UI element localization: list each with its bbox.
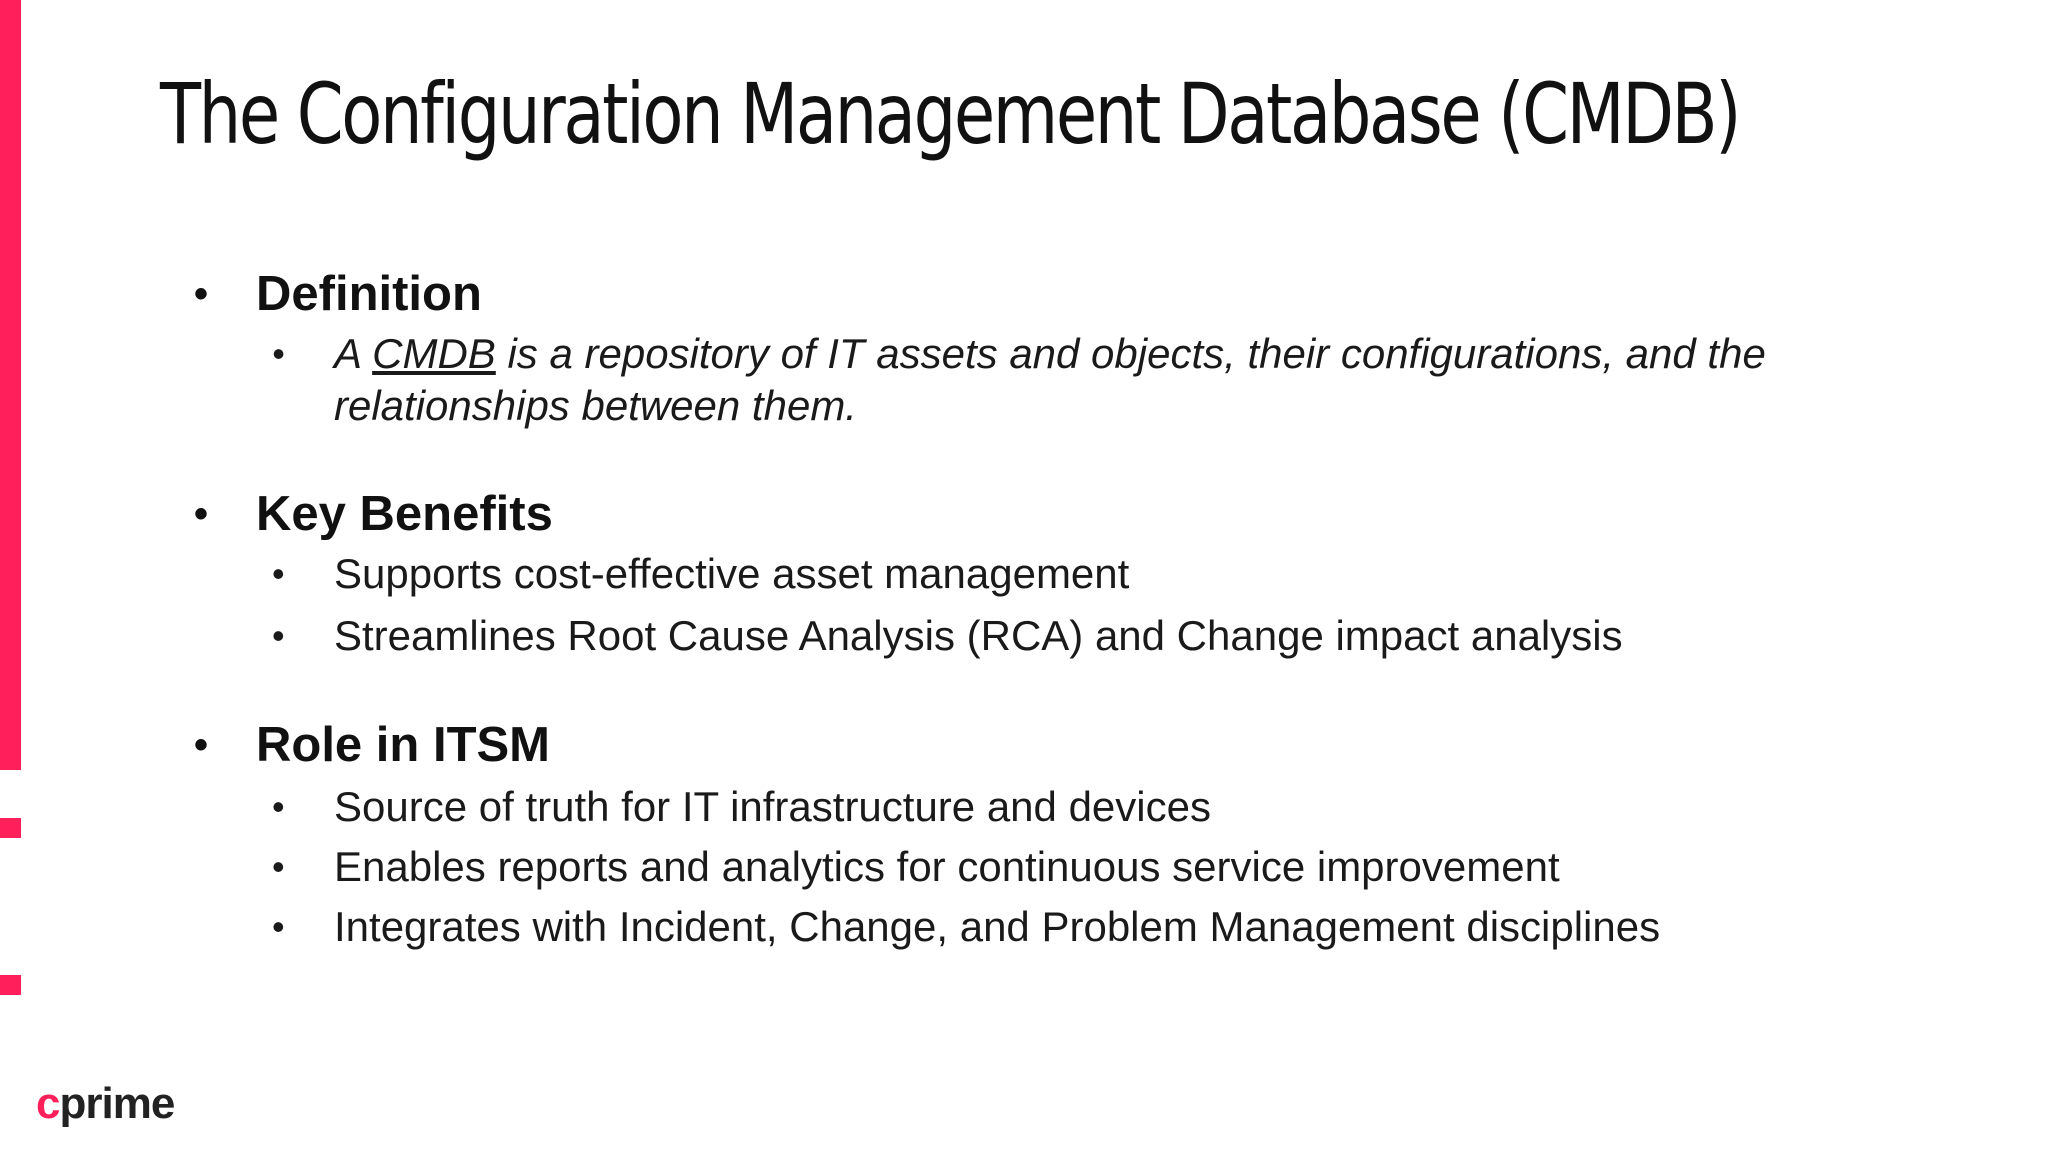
list-item: [194, 901, 1934, 953]
cmdb-link[interactable]: CMDB: [372, 330, 496, 377]
list-item: [194, 841, 1934, 893]
bullet-icon: •: [194, 272, 209, 316]
cprime-logo: [36, 1076, 174, 1132]
list-item-text: Source of truth for IT infrastructure and devices: [334, 783, 1211, 830]
accent-tick: [0, 975, 21, 995]
section-heading: Definition: [256, 267, 482, 321]
bullet-icon: •: [272, 615, 285, 656]
bullet-icon: •: [194, 723, 209, 767]
section-heading-row: [194, 482, 1934, 546]
list-item-text: Enables reports and analytics for continuous service improvement: [334, 843, 1560, 890]
bullet-icon: •: [272, 906, 285, 947]
slide-title: The Configuration Management Database (CMDB): [160, 65, 1740, 163]
section-key-benefits: [194, 482, 1934, 662]
list-item-text: Supports cost-effective asset management: [334, 550, 1130, 597]
section-heading-row: [194, 713, 1934, 777]
bullet-icon: •: [272, 846, 285, 887]
list-item: [194, 781, 1934, 833]
list-item-text: Streamlines Root Cause Analysis (RCA) and Change impact analysis: [334, 612, 1623, 659]
list-item: [194, 548, 1934, 600]
bullet-icon: •: [272, 786, 285, 827]
section-role-in-itsm: [194, 713, 1934, 953]
accent-bar: [0, 0, 21, 770]
bullet-icon: •: [194, 492, 209, 536]
logo-rest: prime: [59, 1079, 175, 1128]
definition-prefix: A: [334, 330, 373, 377]
section-heading: Role in ITSM: [256, 718, 550, 772]
section-definition: [194, 262, 1934, 432]
list-item: [194, 610, 1934, 662]
logo-c: c: [36, 1079, 60, 1128]
section-heading: Key Benefits: [256, 487, 553, 541]
list-item-text: Integrates with Incident, Change, and Problem Management disciplines: [334, 903, 1661, 950]
definition-suffix: is a repository of IT assets and objects, their configurations, and the relationships between them.: [334, 330, 1766, 429]
accent-tick: [0, 818, 21, 838]
section-heading-row: [194, 262, 1934, 326]
bullet-icon: •: [272, 333, 285, 374]
bullet-icon: •: [272, 553, 285, 594]
definition-item: [194, 328, 1914, 432]
